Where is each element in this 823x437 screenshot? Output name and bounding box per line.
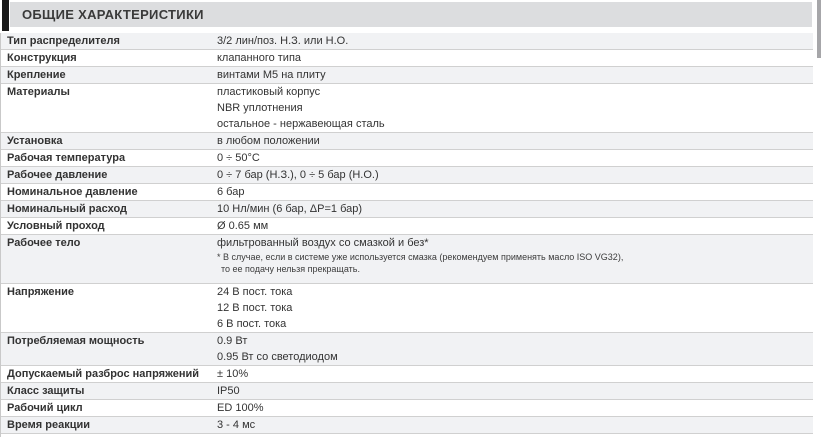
row-value bbox=[217, 417, 813, 433]
row-value bbox=[217, 333, 813, 365]
table-row bbox=[1, 33, 813, 50]
table-row bbox=[1, 201, 813, 218]
table-row bbox=[1, 366, 813, 383]
row-label: Потребляемая мощность bbox=[7, 335, 145, 347]
row-label: Рабочее давление bbox=[7, 169, 108, 181]
row-label: Условный проход bbox=[7, 220, 105, 232]
row-value-line: остальное - нержавеющая сталь bbox=[217, 118, 385, 130]
section-title: ОБЩИЕ ХАРАКТЕРИСТИКИ bbox=[22, 7, 204, 22]
row-value-line: винтами М5 на плиту bbox=[217, 69, 326, 81]
row-label: Время реакции bbox=[7, 419, 90, 431]
spec-table bbox=[0, 33, 813, 437]
row-value-line: клапанного типа bbox=[217, 52, 302, 64]
row-value-line: 24 В пост. тока bbox=[217, 286, 293, 298]
row-value-line: ED 100% bbox=[217, 402, 264, 414]
row-value bbox=[217, 400, 813, 416]
table-row bbox=[1, 284, 813, 333]
table-row bbox=[1, 235, 813, 284]
row-value bbox=[217, 133, 813, 149]
row-label: Рабочий цикл bbox=[7, 402, 83, 414]
row-value bbox=[217, 33, 813, 49]
row-label: Крепление bbox=[7, 69, 66, 81]
table-row bbox=[1, 400, 813, 417]
row-value-line: 6 В пост. тока bbox=[217, 318, 287, 330]
row-value-line: в любом положении bbox=[217, 135, 320, 147]
row-value-line: IP50 bbox=[217, 385, 240, 397]
table-row bbox=[1, 184, 813, 201]
row-value-line: ± 10% bbox=[217, 368, 249, 380]
row-value bbox=[217, 184, 813, 200]
table-row bbox=[1, 333, 813, 366]
row-label: Номинальное давление bbox=[7, 186, 138, 198]
row-value-line: 0 ÷ 50°C bbox=[217, 152, 260, 164]
row-value bbox=[217, 50, 813, 66]
table-row bbox=[1, 218, 813, 235]
row-footnote-line: * В случае, если в системе уже используется смазка (рекомендуем применять масло ISO VG32), bbox=[217, 252, 624, 262]
row-value-line: 0.9 Вт bbox=[217, 335, 248, 347]
row-value bbox=[217, 201, 813, 217]
row-label: Класс защиты bbox=[7, 385, 85, 397]
row-value bbox=[217, 366, 813, 382]
row-value-line: 3/2 лин/поз. Н.З. или Н.О. bbox=[217, 35, 349, 47]
row-label: Материалы bbox=[7, 86, 70, 98]
row-value-line: 12 В пост. тока bbox=[217, 302, 293, 314]
row-value-line: 0.95 Вт со светодиодом bbox=[217, 351, 338, 363]
row-label: Рабочее тело bbox=[7, 237, 81, 249]
row-label: Номинальный расход bbox=[7, 203, 127, 215]
table-row bbox=[1, 50, 813, 67]
row-value-line: 6 бар bbox=[217, 186, 245, 198]
table-row bbox=[1, 167, 813, 184]
row-value bbox=[217, 84, 813, 132]
row-value bbox=[217, 67, 813, 83]
row-label: Конструкция bbox=[7, 52, 77, 64]
table-row bbox=[1, 84, 813, 133]
accent-bar bbox=[2, 0, 9, 31]
table-row bbox=[1, 133, 813, 150]
row-value bbox=[217, 218, 813, 234]
row-value bbox=[217, 284, 813, 332]
row-label: Тип распределителя bbox=[7, 35, 120, 47]
table-row bbox=[1, 67, 813, 84]
row-value-line: Ø 0.65 мм bbox=[217, 220, 269, 232]
row-value bbox=[217, 150, 813, 166]
row-value bbox=[217, 235, 813, 283]
row-value bbox=[217, 383, 813, 399]
row-value-line: NBR уплотнения bbox=[217, 102, 303, 114]
row-label: Установка bbox=[7, 135, 63, 147]
row-value bbox=[217, 167, 813, 183]
table-row bbox=[1, 383, 813, 400]
row-value-line: 0 ÷ 7 бар (Н.З.), 0 ÷ 5 бар (Н.О.) bbox=[217, 169, 379, 181]
table-row bbox=[1, 417, 813, 434]
row-value-line: 3 - 4 мс bbox=[217, 419, 256, 431]
row-footnote-line: то ее подачу нельзя прекращать. bbox=[221, 264, 360, 274]
row-label: Допускаемый разброс напряжений bbox=[7, 368, 200, 380]
row-label: Напряжение bbox=[7, 286, 74, 298]
section-header bbox=[10, 2, 812, 27]
row-value-line: пластиковый корпус bbox=[217, 86, 321, 98]
table-row bbox=[1, 150, 813, 167]
scrollbar-track[interactable] bbox=[817, 0, 822, 437]
row-value-line: фильтрованный воздух со смазкой и без* bbox=[217, 237, 429, 249]
row-value-line: 10 Нл/мин (6 бар, ΔP=1 бар) bbox=[217, 203, 363, 215]
scrollbar-thumb[interactable] bbox=[817, 0, 821, 58]
row-label: Рабочая температура bbox=[7, 152, 126, 164]
